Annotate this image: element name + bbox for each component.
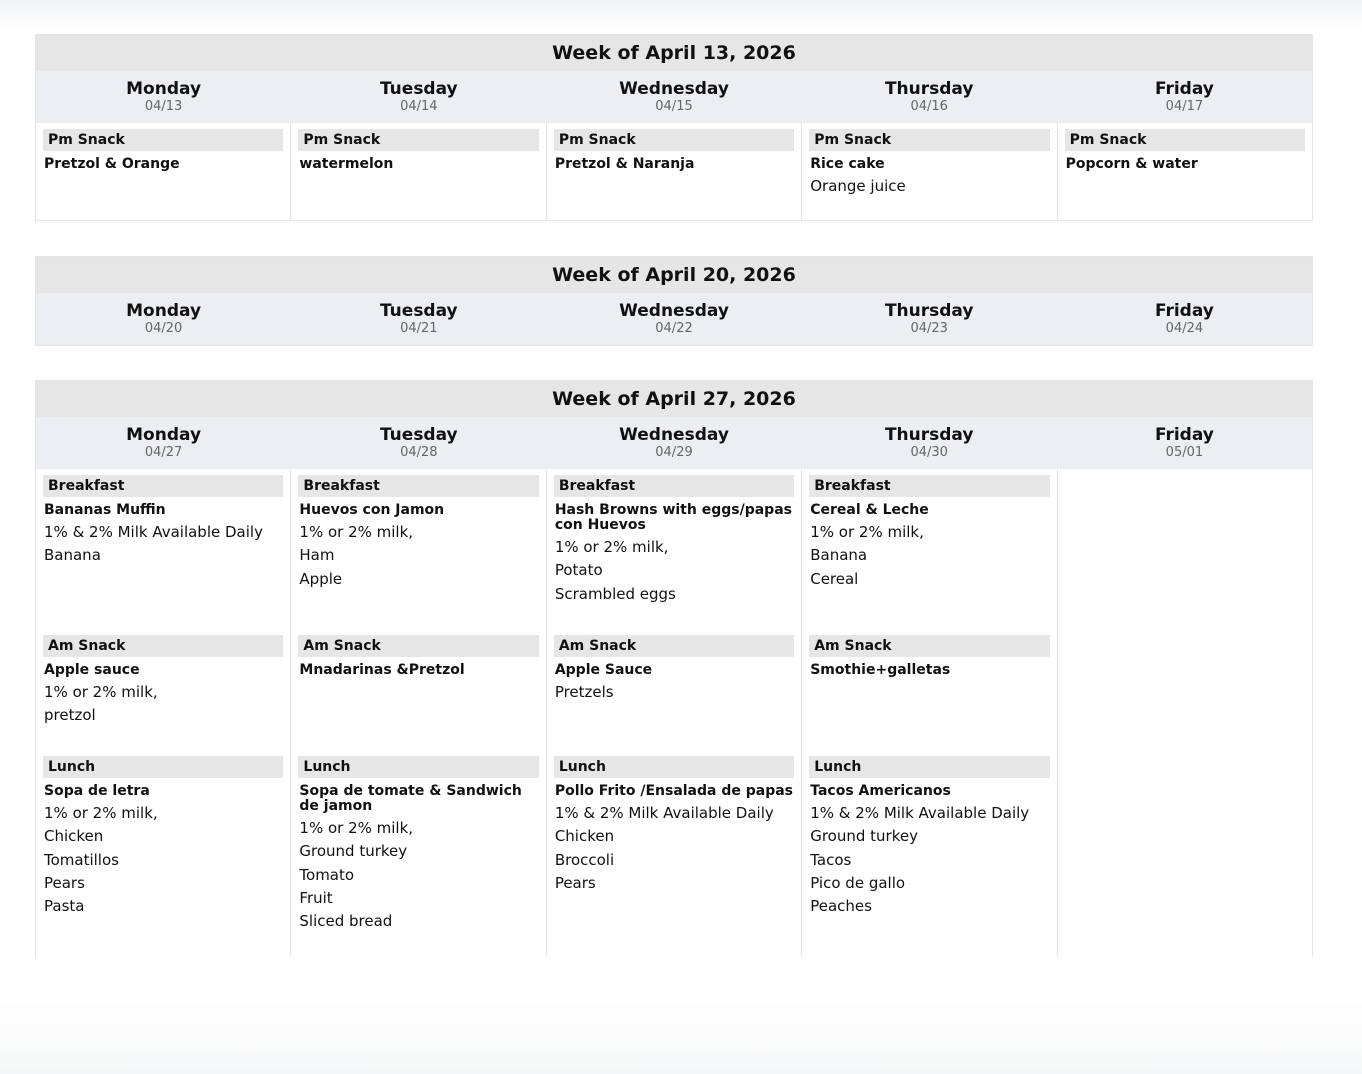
day-columns (36, 123, 1312, 220)
meal-item: Tomato (299, 865, 355, 884)
meal-main-dish: Cereal & Leche (810, 502, 929, 518)
top-shade (0, 0, 1362, 28)
meal-label: Lunch (554, 756, 794, 778)
meal-block (554, 756, 794, 936)
meal-item: Banana (810, 546, 868, 565)
meal-label: Am Snack (298, 635, 538, 657)
meal-main-dish: Pollo Frito /Ensalada de papas (554, 783, 794, 799)
day-name: Wednesday (619, 301, 729, 321)
meal-main-dish: Huevos con Jamon (299, 502, 445, 518)
meal-main-dish: Bananas Muffin (44, 502, 166, 518)
meal-block (43, 475, 283, 635)
day-column (291, 469, 546, 956)
meal-item: Chicken (44, 827, 104, 846)
day-date: 04/13 (144, 99, 183, 114)
day-name: Wednesday (619, 79, 729, 99)
meal-item: Cereal (810, 569, 859, 588)
week-title: Week of April 20, 2026 (36, 257, 1312, 293)
meal-item: pretzol (44, 706, 96, 725)
meal-label: Pm Snack (298, 129, 538, 151)
meal-block (809, 475, 1049, 635)
day-name: Thursday (884, 425, 974, 445)
day-header (802, 417, 1057, 469)
meal-item: Potato (554, 561, 603, 580)
meal-item: 1% or 2% milk, (810, 523, 924, 541)
day-date: 04/27 (144, 445, 183, 460)
day-header-row (36, 417, 1312, 469)
day-header-row (36, 293, 1312, 345)
meal-item: Pears (44, 873, 85, 892)
week-section (35, 380, 1313, 957)
meal-item: 1% or 2% milk, (299, 523, 414, 541)
day-header (291, 293, 546, 345)
meal-main-dish: Pretzol & Naranja (554, 156, 695, 172)
meal-block (809, 635, 1049, 756)
meal-item: Ground turkey (810, 827, 918, 846)
meal-item: 1% & 2% Milk Available Daily (554, 804, 774, 822)
meal-main-dish: Apple sauce (44, 662, 140, 678)
day-header (1057, 293, 1312, 345)
meal-main-dish: Hash Browns with eggs/papas con Huevos (554, 502, 792, 533)
day-name: Friday (1154, 425, 1214, 445)
day-column (291, 123, 546, 220)
meal-item: Ground turkey (299, 842, 408, 861)
meal-main-dish: Rice cake (810, 156, 885, 172)
week-section (35, 34, 1313, 221)
day-column (36, 123, 291, 220)
meal-main-dish: Smothie+galletas (810, 662, 951, 678)
day-name: Wednesday (619, 425, 729, 445)
meal-label: Am Snack (809, 635, 1049, 657)
day-header (36, 417, 291, 469)
meal-block (809, 756, 1049, 936)
meal-item: Scrambled eggs (554, 584, 676, 603)
meal-item: Pretzels (554, 683, 614, 701)
meal-item: Apple (299, 569, 343, 588)
day-name: Friday (1154, 301, 1214, 321)
day-column (36, 469, 291, 956)
bottom-shade (0, 1000, 1362, 1074)
day-header (802, 293, 1057, 345)
meal-item: Banana (44, 546, 101, 565)
day-header (546, 417, 801, 469)
meal-item: Broccoli (554, 850, 615, 869)
meal-label: Am Snack (554, 635, 794, 657)
day-header-row (36, 71, 1312, 123)
meal-main-dish: Apple Sauce (554, 662, 653, 678)
meal-main-dish: Popcorn & water (1065, 156, 1198, 172)
meal-label: Lunch (298, 756, 538, 778)
day-date: 04/17 (1165, 99, 1204, 114)
day-header (36, 293, 291, 345)
day-name: Monday (126, 425, 202, 445)
meal-main-dish: Pretzol & Orange (44, 156, 180, 172)
day-name: Thursday (884, 301, 974, 321)
day-date: 05/01 (1165, 445, 1204, 460)
meal-label: Am Snack (43, 635, 283, 657)
meal-label: Pm Snack (554, 129, 794, 151)
day-date: 04/29 (655, 445, 693, 460)
day-header (291, 417, 546, 469)
day-date: 04/21 (400, 321, 438, 336)
meal-item: Peaches (810, 897, 872, 916)
meal-item: Pasta (44, 897, 85, 916)
week-title: Week of April 13, 2026 (36, 35, 1312, 71)
meal-main-dish: Sopa de letra (44, 783, 150, 799)
meal-label: Lunch (43, 756, 283, 778)
day-name: Thursday (884, 79, 974, 99)
day-column (547, 469, 802, 956)
week-section (35, 256, 1313, 346)
meal-label: Breakfast (809, 475, 1049, 497)
meal-item: Pears (554, 873, 596, 892)
day-name: Monday (126, 79, 202, 99)
week-title: Week of April 27, 2026 (36, 381, 1312, 417)
meal-label: Pm Snack (43, 129, 283, 151)
meal-block (43, 756, 283, 936)
day-date: 04/23 (910, 321, 948, 336)
meal-block (298, 635, 538, 756)
meal-block (298, 475, 538, 635)
meal-block (809, 129, 1049, 198)
day-column (802, 123, 1057, 220)
day-name: Monday (126, 301, 202, 321)
meal-block (554, 475, 794, 635)
meal-item: 1% & 2% Milk Available Daily (810, 804, 1030, 822)
day-header (1057, 71, 1312, 123)
meal-item: Pico de gallo (810, 873, 906, 892)
day-header (802, 71, 1057, 123)
day-header (291, 71, 546, 123)
day-column (547, 123, 802, 220)
day-name: Tuesday (379, 425, 458, 445)
day-date: 04/22 (655, 321, 693, 336)
meal-item: 1% or 2% milk, (44, 683, 158, 701)
day-header (546, 293, 801, 345)
day-header (546, 71, 801, 123)
meal-item: Orange juice (810, 177, 906, 195)
day-date: 04/24 (1165, 321, 1204, 336)
day-header (36, 71, 291, 123)
meal-block (554, 635, 794, 756)
day-columns (36, 469, 1312, 956)
meal-item: 1% & 2% Milk Available Daily (44, 523, 263, 541)
day-header (1057, 417, 1312, 469)
day-date: 04/30 (910, 445, 948, 460)
meal-main-dish: Sopa de tomate & Sandwich de jamon (299, 783, 522, 814)
meal-item: 1% or 2% milk, (299, 819, 414, 837)
day-name: Tuesday (379, 79, 458, 99)
meal-block (43, 635, 283, 756)
meal-block (1065, 129, 1305, 172)
meal-block (298, 129, 538, 172)
meal-item: Tacos (810, 850, 852, 869)
meal-main-dish: watermelon (299, 156, 394, 172)
meal-item: Ham (299, 546, 335, 565)
day-date: 04/20 (144, 321, 183, 336)
day-name: Friday (1154, 79, 1214, 99)
meal-block (298, 756, 538, 936)
meal-label: Breakfast (298, 475, 538, 497)
meal-label: Pm Snack (1065, 129, 1305, 151)
day-name: Tuesday (379, 301, 458, 321)
meal-block (554, 129, 794, 172)
meal-label: Breakfast (554, 475, 794, 497)
day-column (1058, 123, 1312, 220)
meal-item: 1% or 2% milk, (554, 538, 669, 556)
day-date: 04/28 (400, 445, 438, 460)
day-date: 04/15 (655, 99, 693, 114)
meal-item: Sliced bread (299, 912, 393, 931)
meal-block (43, 129, 283, 172)
meal-label: Breakfast (43, 475, 283, 497)
meal-main-dish: Tacos Americanos (810, 783, 951, 799)
meal-item: Chicken (554, 827, 615, 846)
meal-label: Pm Snack (809, 129, 1049, 151)
day-column (802, 469, 1057, 956)
meal-item: 1% or 2% milk, (44, 804, 158, 822)
day-date: 04/16 (910, 99, 948, 114)
meal-item: Fruit (299, 888, 333, 907)
meal-item: Tomatillos (44, 850, 119, 869)
meal-main-dish: Mnadarinas &Pretzol (299, 662, 465, 678)
day-date: 04/14 (400, 99, 438, 114)
meal-label: Lunch (809, 756, 1049, 778)
day-column (1058, 469, 1312, 956)
